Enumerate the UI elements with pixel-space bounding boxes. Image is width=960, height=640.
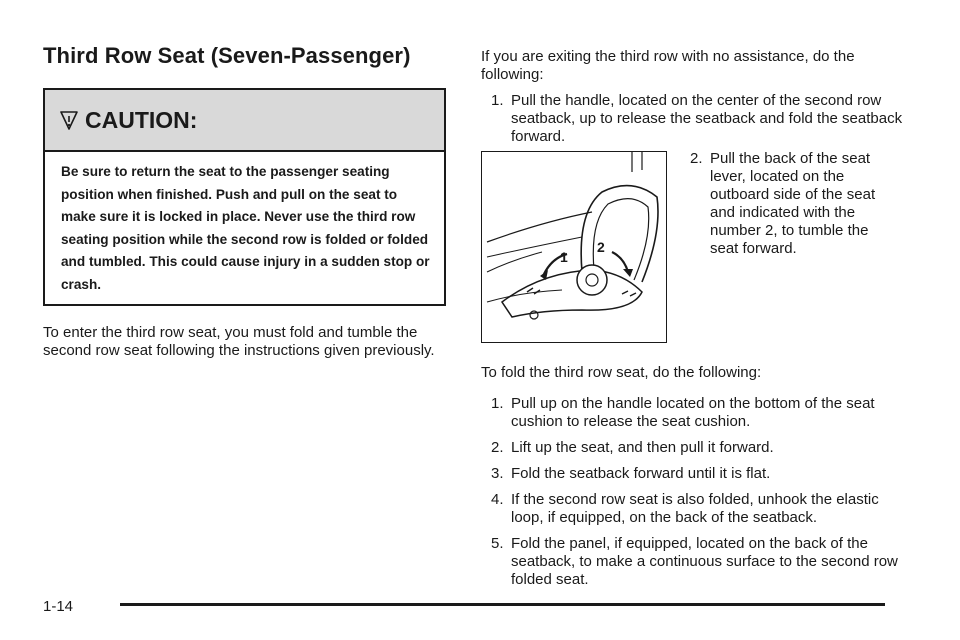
page-number: 1-14 xyxy=(43,598,74,615)
fold-step xyxy=(491,491,911,527)
lever-label-1: 1 xyxy=(560,249,568,265)
fold-step xyxy=(491,465,911,483)
fold-intro-paragraph: To fold the third row seat, do the following: xyxy=(481,364,762,381)
exit-step xyxy=(491,92,911,146)
step-number: 5. xyxy=(491,535,504,552)
step-number: 2. xyxy=(491,439,504,456)
step-number: 1. xyxy=(491,395,504,412)
step-number: 2. xyxy=(690,150,703,167)
fold-step xyxy=(491,395,911,431)
step-number: 1. xyxy=(491,92,504,109)
footer-rule xyxy=(120,603,885,606)
caution-title: CAUTION: xyxy=(85,106,198,133)
seat-lever-illustration xyxy=(481,151,667,343)
exit-intro-paragraph: If you are exiting the third row with no assistance, do the following: xyxy=(481,48,855,83)
step-text: Pull the handle, located on the center of the second row seatback, up to release the seatback and fold the seatback forward. xyxy=(511,92,903,145)
step-text: If the second row seat is also folded, unhook the elastic loop, if equipped, on the back of the seatback. xyxy=(511,491,879,526)
seat-lever-drawing xyxy=(482,152,665,341)
step-text: Fold the seatback forward until it is flat. xyxy=(511,465,771,482)
fold-step xyxy=(491,535,911,589)
exit-steps-list xyxy=(491,92,911,146)
step-text: Pull the back of the seat lever, located on the outboard side of the seat and indicated with the number 2, to tumble the seat forward. xyxy=(710,150,876,257)
step-text: Fold the panel, if equipped, located on the back of the seatback, to make a continuous surface to the second row folded seat. xyxy=(511,535,898,588)
step-text: Lift up the seat, and then pull it forward. xyxy=(511,439,774,456)
page-heading: Third Row Seat (Seven-Passenger) xyxy=(43,43,411,68)
step-text: Pull up on the handle located on the bottom of the seat cushion to release the seat cushion. xyxy=(511,395,875,430)
caution-box xyxy=(43,88,446,306)
lever-label-2: 2 xyxy=(597,239,605,255)
step-number: 4. xyxy=(491,491,504,508)
step-number: 3. xyxy=(491,465,504,482)
caution-header xyxy=(45,90,444,152)
caution-symbol-icon xyxy=(59,109,79,133)
fold-step xyxy=(491,439,911,457)
fold-steps-list xyxy=(491,395,911,597)
caution-text: Be sure to return the seat to the passenger seating position when finished. Push and pull on the seat to make sure it is locked in place. Never use the third row seating position while the second row is folded or folded and tumbled. This could cause injury in a sudden stop or crash. xyxy=(61,164,430,292)
enter-third-row-paragraph: To enter the third row seat, you must fold and tumble the second row seat following the instructions given previously. xyxy=(43,324,435,359)
exit-step xyxy=(690,150,890,258)
